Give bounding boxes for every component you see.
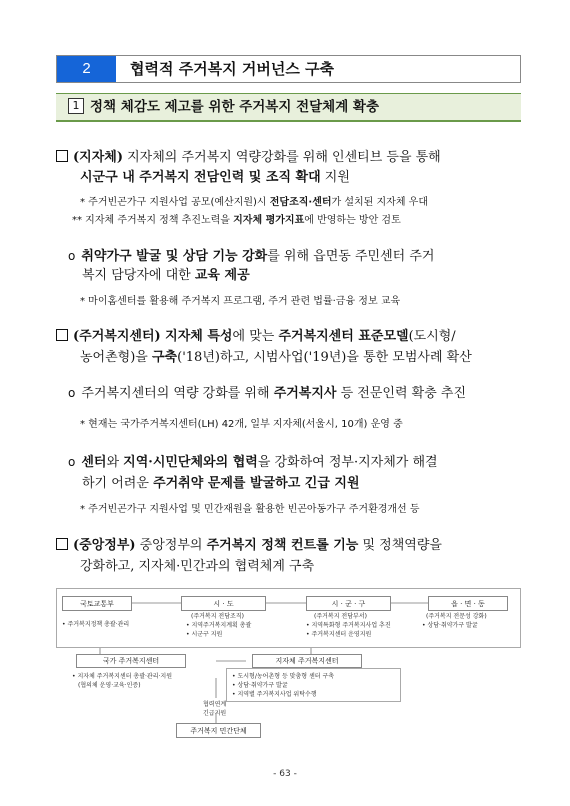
sigungu-item-1: • 지역특화형 주거복지사업 추진 bbox=[306, 622, 391, 629]
local-center-box: 지자체 주거복지센터 bbox=[252, 654, 362, 668]
subsection-number: 1 bbox=[68, 98, 84, 114]
block1-note1: * 주거빈곤가구 지원사업 공모(예산지원)시 전담조직·센터가 설치된 지자체 우대 bbox=[80, 197, 428, 208]
circle-bullet-icon: o bbox=[68, 386, 76, 400]
block2-line1: (주거복지센터) 지자체 특성에 맞는 주거복지센터 표준모델(도시형/ bbox=[56, 327, 456, 347]
molit-item: • 주거복지정책 총괄·관리 bbox=[62, 621, 130, 628]
local-center-item-2: • 상담·취약가구 발굴 bbox=[232, 682, 288, 689]
link-label-2: 긴급지원 bbox=[203, 710, 227, 717]
block2-circle-line3: 하기 어려운 주거취약 문제를 발굴하고 긴급 지원 bbox=[82, 476, 360, 491]
eup-sub: (주거복지 전문성 강화) bbox=[426, 613, 487, 620]
block1-circle-line1: o 취약가구 발굴 및 상담 기능 강화를 위해 읍면동 주민센터 주거 bbox=[68, 249, 435, 264]
subsection-title: 정책 체감도 제고를 위한 주거복지 전달체계 확충 bbox=[90, 99, 380, 115]
block1-note2: ** 지자체 주거복지 정책 추진노력을 지자체 평가지표에 반영하는 방안 검토 bbox=[72, 215, 401, 226]
governance-diagram bbox=[56, 588, 521, 748]
sigungu-sub: (주거복지 전담부서) bbox=[314, 613, 367, 620]
national-center-item-1: • 지자체 주거복지센터 총괄·관리·지원 bbox=[72, 673, 173, 680]
sido-item-1: • 지역주거복지계획 총괄 bbox=[186, 622, 252, 629]
civil-box: 주거복지 민간단체 bbox=[176, 723, 261, 738]
block3-line2: 강화하고, 지자체·민간과의 협력체계 구축 bbox=[80, 559, 315, 574]
block1-line2: 시군구 내 주거복지 전담인력 및 조직 확대 지원 bbox=[80, 170, 350, 185]
square-bullet-icon bbox=[56, 538, 68, 550]
sigungu-item-2: • 주거복지센터 운영지원 bbox=[306, 631, 372, 638]
sido-box: 시 · 도 bbox=[181, 596, 266, 611]
national-center-item-2: (협의체 운영·교육·인증) bbox=[78, 682, 141, 689]
sido-item-2: • 시군구 지원 bbox=[186, 631, 223, 638]
national-center-box: 국가 주거복지센터 bbox=[76, 654, 186, 668]
section-number: 2 bbox=[57, 56, 116, 82]
circle-bullet-icon: o bbox=[68, 455, 76, 469]
square-bullet-icon bbox=[56, 329, 68, 341]
block2-circle-line2: o 센터와 지역·시민단체와의 협력을 강화하여 정부·지자체가 해결 bbox=[68, 455, 438, 470]
eup-item: • 상담·취약가구 발굴 bbox=[422, 622, 478, 629]
link-label-1: 협력연계 bbox=[203, 701, 227, 708]
molit-box: 국토교통부 bbox=[62, 596, 132, 611]
local-center-item-1: • 도시형/농어촌형 등 맞춤형 센터 구축 bbox=[232, 673, 335, 680]
block3-line1: (중앙정부) 중앙정부의 주거복지 정책 컨트롤 기능 및 정책역량을 bbox=[56, 536, 442, 556]
local-center-item-3: • 지역별 주거복지사업 위탁수행 bbox=[232, 691, 317, 698]
block2-circle-line1: o 주거복지센터의 역량 강화를 위해 주거복지사 등 전문인력 확충 추진 bbox=[68, 386, 467, 401]
block2-line2: 농어촌형)을 구축('18년)하고, 시범사업('19년)을 통한 모범사례 확산 bbox=[80, 350, 472, 365]
eup-box: 읍 · 면 · 동 bbox=[428, 596, 508, 611]
page-number: - 63 - bbox=[273, 769, 297, 779]
sigungu-box: 시 · 군 · 구 bbox=[306, 596, 391, 611]
block1-line1: (지자체) 지자체의 주거복지 역량강화를 위해 인센티브 등을 통해 bbox=[56, 148, 441, 168]
circle-bullet-icon: o bbox=[68, 249, 76, 263]
block2-note2: * 주거빈곤가구 지원사업 및 민간재원을 활용한 빈곤아동가구 주거환경개선 등 bbox=[80, 504, 420, 515]
section-title: 협력적 주거복지 거버넌스 구축 bbox=[130, 60, 335, 78]
block2-note1: * 현재는 국가주거복지센터(LH) 42개, 일부 지자체(서울시, 10개) 운영 중 bbox=[80, 419, 403, 430]
block1-note3: * 마이홈센터를 활용해 주거복지 프로그램, 주거 관련 법률·금융 정보 교육 bbox=[80, 296, 401, 307]
square-bullet-icon bbox=[56, 150, 68, 162]
block1-circle-line2: 복지 담당자에 대한 교육 제공 bbox=[82, 268, 250, 283]
sido-sub: (주거복지 전담조직) bbox=[191, 613, 244, 620]
